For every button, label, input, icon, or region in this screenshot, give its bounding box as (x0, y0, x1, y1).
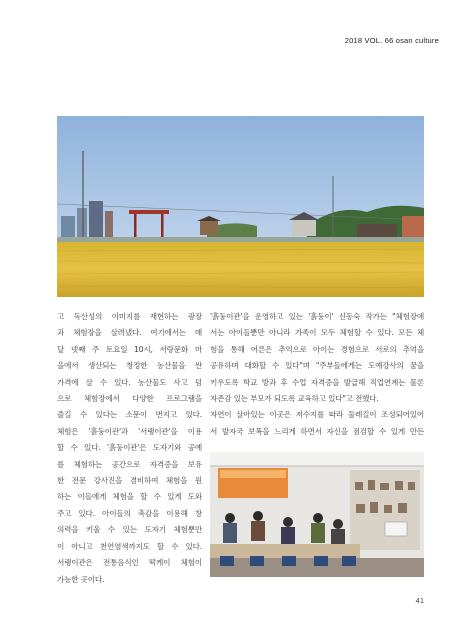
right-line: 키우도록 학교 방과 후 수업 자격증을 발급해 직업연계는 물론 (210, 377, 424, 387)
left-line: 의력을 키울 수 있는 도자기 체험뿐만 (57, 525, 202, 535)
left-line: 이 아니고 천연염색까지도 할 수 있다. (57, 541, 202, 551)
left-line: 으로 체험장에서 다양한 프로그램을 (57, 394, 202, 404)
left-line: 체험은 '흙둥이관'과 '서랭이관'을 이용 (57, 426, 202, 436)
pottery-workshop-photo (210, 452, 424, 577)
issue-header: 2018 VOL. 66 osan culture (344, 36, 439, 45)
left-line: 하는 이들에게 체험을 할 수 있게 도와 (57, 492, 202, 502)
left-line: 을에서 생산되는 청정한 농산물을 싼 (57, 361, 202, 371)
left-line: 서랭이관은 전통음식인 떡케이 체험이 (57, 558, 202, 568)
right-line: 서 발자국 보폭을 느리게 하면서 자신을 점검할 수 있게 만든 (210, 426, 424, 436)
left-line: 즐길 수 있다는 소문이 번지고 있다. (57, 410, 202, 420)
right-line: 자연이 살아있는 이곳은 저수지를 따라 둘레길이 조성되어있어 (210, 410, 424, 420)
left-text-column (57, 309, 202, 588)
right-text-column (210, 309, 424, 440)
left-line: 가격에 살 수 있다. 농산물도 사고 덤 (57, 377, 202, 387)
left-line: 달 넷째 주 토요일 10시, 서랑문화 마 (57, 344, 202, 354)
left-line: 할 수 있다. '흙둥이관'은 도자기와 공예 (57, 443, 202, 453)
right-line: 서는 아이들뿐만 아니라 가족이 모두 체험할 수 있다. 모든 체 (210, 328, 424, 338)
right-line: 공유하며 대화할 수 있다"며 "주부들에게는 도예강사의 꿈을 (210, 361, 424, 371)
page-number: 41 (415, 596, 424, 605)
left-line: 고 독산성의 이미지를 재현하는 광장 (57, 312, 202, 321)
left-line: 를 체험하는 공간으로 자격증을 보유 (57, 459, 202, 469)
right-line: 험을 통해 어른은 추억으로 아이는 경험으로 서로의 추억을 (210, 344, 424, 354)
left-line: 주고 있다. 아이들의 촉감을 이용해 창 (57, 508, 202, 518)
left-line: 과 체험장을 살려냈다. 여기에서는 매 (57, 328, 202, 338)
left-line: 한 전문 강사진을 겸비하여 체험을 원 (57, 476, 202, 486)
right-line: 자존감 있는 부모가 되도록 교육하고 있다"고 전했다. (210, 394, 379, 404)
right-line: '흙둥이관'을 운영하고 있는 '흙둥이' 신동숙 작가는 "체험장에 (210, 312, 424, 321)
left-line: 가능한 곳이다. (57, 574, 105, 584)
rice-field-village-photo (57, 116, 424, 297)
